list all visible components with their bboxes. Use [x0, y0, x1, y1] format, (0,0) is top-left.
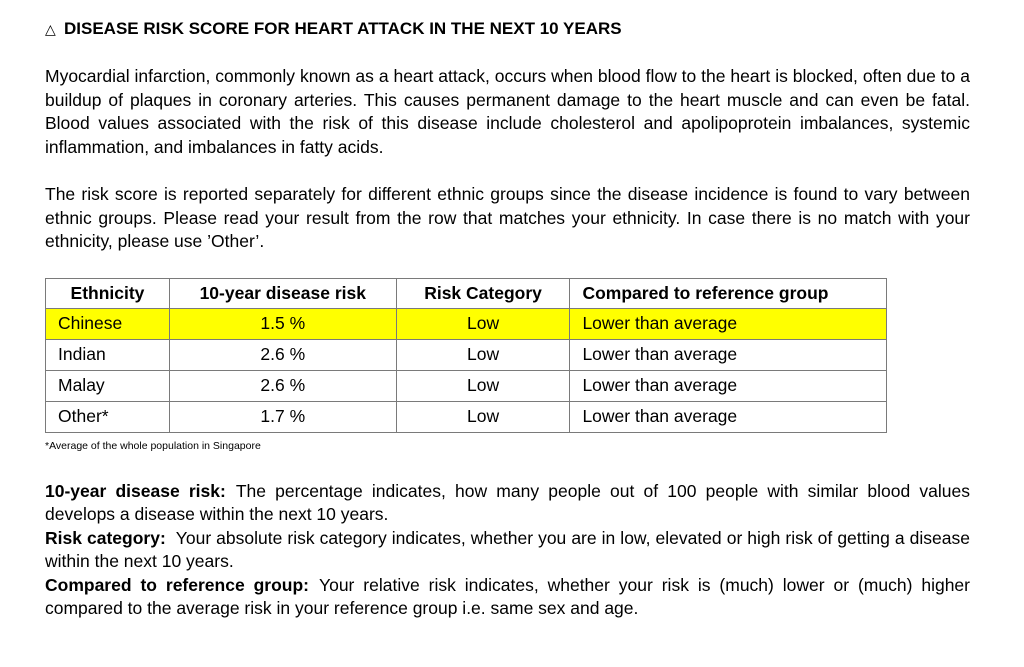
cell-ethnicity: Chinese: [46, 308, 170, 339]
table-row-indian: [46, 339, 887, 370]
header-disease-risk: 10-year disease risk: [169, 278, 396, 308]
table-header-row: [46, 278, 887, 308]
table-row-other: [46, 401, 887, 432]
table-row-chinese: [46, 308, 887, 339]
cell-risk: 2.6 %: [169, 370, 396, 401]
definition-text: The percentage indicates, how many people out of 100 people with similar blood values develops a disease within the next 10 years.: [45, 480, 970, 524]
header-ethnicity: Ethnicity: [46, 278, 170, 308]
definition-text: Your absolute risk category indicates, whether you are in low, elevated or high risk of getting a disease within the next 10 years.: [45, 527, 970, 571]
cell-compared: Lower than average: [570, 339, 887, 370]
section-heading: [45, 18, 970, 40]
section-title: DISEASE RISK SCORE FOR HEART ATTACK IN THE NEXT 10 YEARS: [64, 19, 622, 38]
cell-compared: Lower than average: [570, 401, 887, 432]
cell-category: Low: [396, 308, 570, 339]
cell-compared: Lower than average: [570, 370, 887, 401]
table-footnote: *Average of the whole population in Singapore: [45, 439, 261, 452]
definition-risk-category: [45, 527, 970, 574]
risk-table: [45, 278, 887, 433]
cell-compared: Lower than average: [570, 308, 887, 339]
report-section: [45, 18, 970, 621]
cell-category: Low: [396, 401, 570, 432]
instruction-paragraph: The risk score is reported separately for different ethnic groups since the disease incidence is found to vary between ethnic groups. Please read your result from the row that matches your ethnicity. In case there is no match with your ethnicity, please use ’Other’.: [45, 184, 970, 251]
definition-term: 10-year disease risk:: [45, 480, 226, 501]
header-compared: Compared to reference group: [570, 278, 887, 308]
cell-risk: 2.6 %: [169, 339, 396, 370]
cell-category: Low: [396, 370, 570, 401]
cell-category: Low: [396, 339, 570, 370]
triangle-icon: △: [45, 21, 56, 37]
cell-risk: 1.7 %: [169, 401, 396, 432]
definition-compared: [45, 574, 970, 621]
intro-paragraph: Myocardial infarction, commonly known as a heart attack, occurs when blood flow to the heart is blocked, often due to a buildup of plaques in coronary arteries. This causes permanent damage to the heart muscle and can even be fatal. Blood values associated with the risk of this disease include cholesterol and apolipoprotein imbalances, systemic inflammation, and imbalances in fatty acids.: [45, 66, 970, 157]
cell-ethnicity: Malay: [46, 370, 170, 401]
definition-term: Risk category:: [45, 527, 166, 548]
definitions: [45, 480, 970, 621]
table-row-malay: [46, 370, 887, 401]
definition-disease-risk: [45, 480, 970, 527]
cell-ethnicity: Other*: [46, 401, 170, 432]
definition-term: Compared to reference group:: [45, 574, 310, 595]
header-risk-category: Risk Category: [396, 278, 570, 308]
cell-ethnicity: Indian: [46, 339, 170, 370]
cell-risk: 1.5 %: [169, 308, 396, 339]
definition-text: Your relative risk indicates, whether your risk is (much) lower or (much) higher compared to the average risk in your reference group i.e. same sex and age.: [45, 574, 970, 618]
